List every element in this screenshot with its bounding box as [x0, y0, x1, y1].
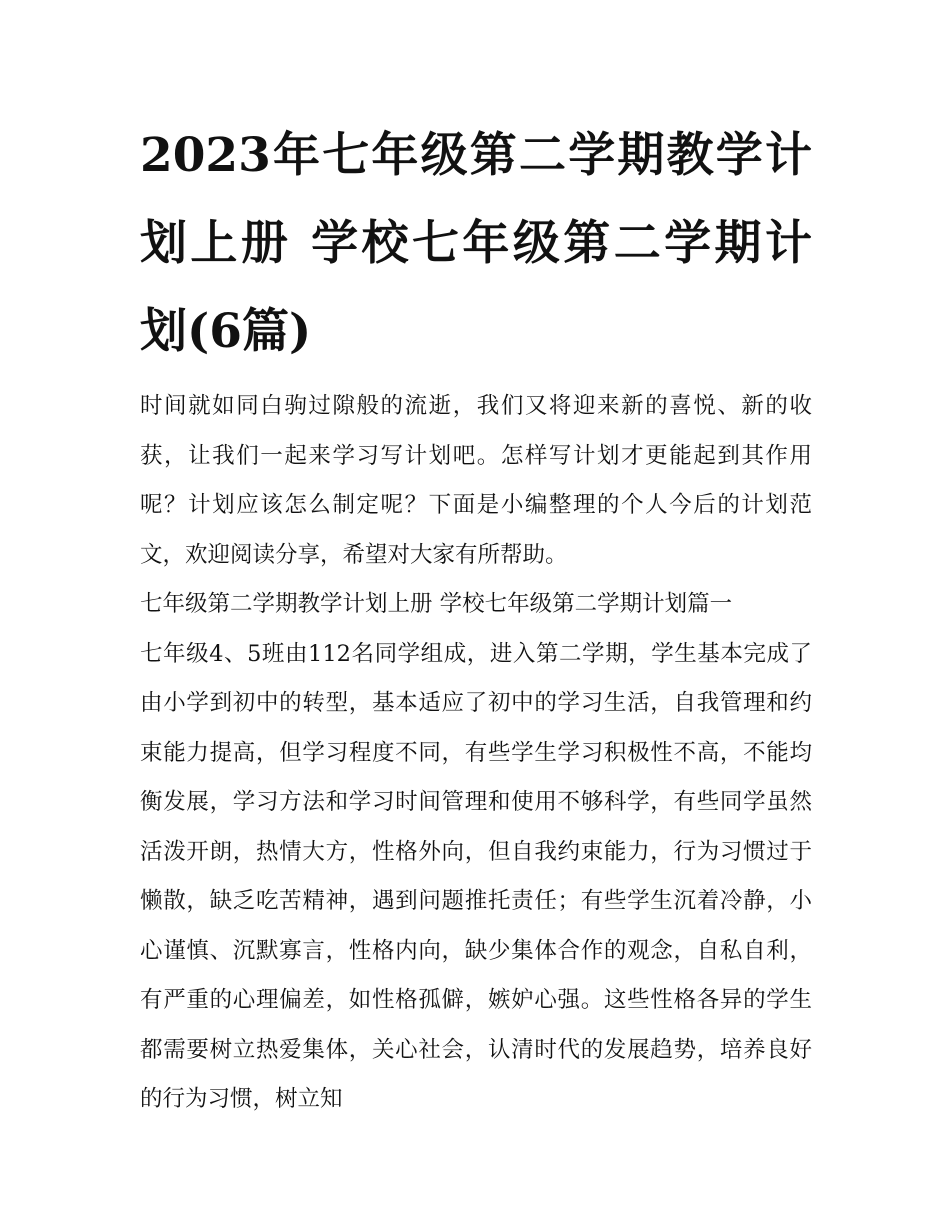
- document-title: 2023年七年级第二学期教学计划上册 学校七年级第二学期计划(6篇): [140, 128, 812, 359]
- document-page: [140, 112, 812, 1125]
- section-heading: 七年级第二学期教学计划上册 学校七年级第二学期计划篇一: [140, 591, 733, 617]
- body-paragraph: 七年级4、5班由112名同学组成，进入第二学期，学生基本完成了由小学到初中的转型，基本适应了初中的学习生活，自我管理和约束能力提高，但学习程度不同，有些学生学习积极性不高，不能均衡发展，学习方法和学习时间管理和使用不够科学，有些同学虽然活泼开朗，热情大方，性格外向，但自我约束能力，行为习惯过于懒散，缺乏吃苦精神，遇到问题推托责任；有些学生沉着冷静，小心谨慎、沉默寡言，性格内向，缺少集体合作的观念，自私自利，有严重的心理偏差，如性格孤僻，嫉妒心强。这些性格各异的学生都需要树立热爱集体，关心社会，认清时代的发展趋势，培养良好的行为习惯，树立知: [140, 640, 812, 1112]
- intro-paragraph: 时间就如同白驹过隙般的流逝，我们又将迎来新的喜悦、新的收获，让我们一起来学习写计划吧。怎样写计划才更能起到其作用呢？计划应该怎么制定呢？下面是小编整理的个人今后的计划范文，欢迎阅读分享，希望对大家有所帮助。: [140, 393, 812, 568]
